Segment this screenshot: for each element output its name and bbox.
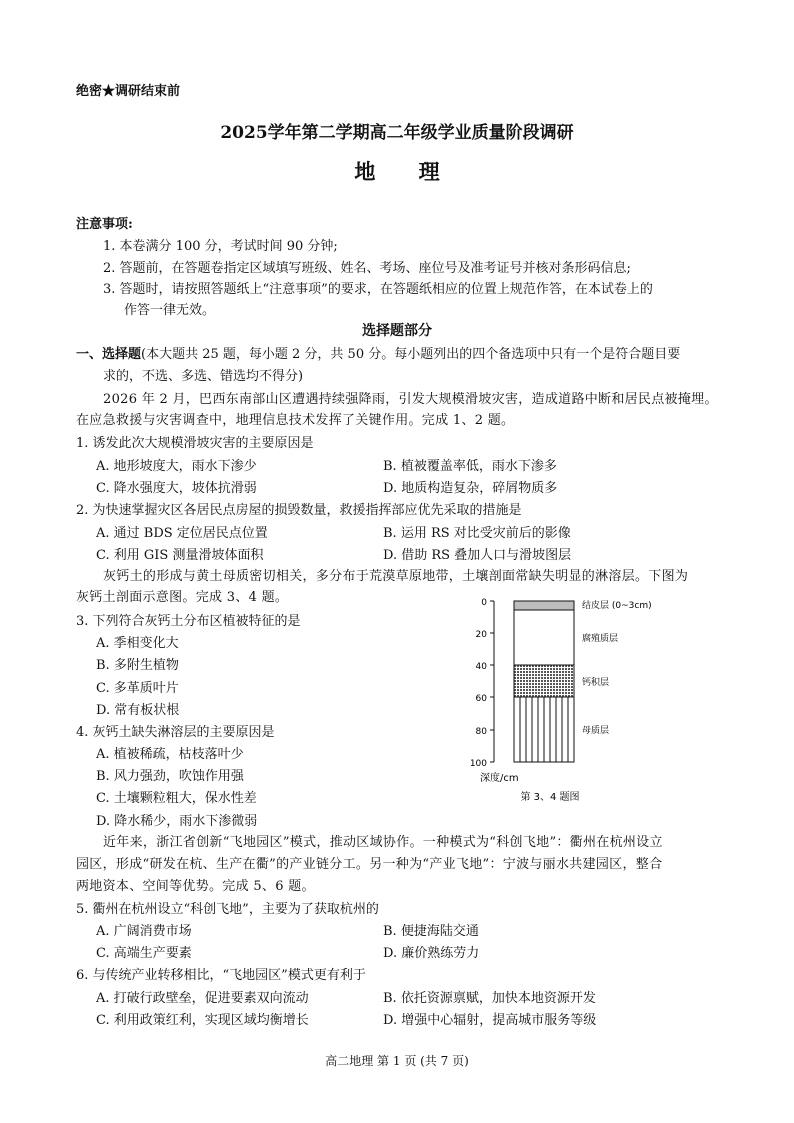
note-item: 作答一律无效。 [124,303,216,318]
question-2-option-d[interactable]: D. 借助 RS 叠加人口与滑坡图层 [383,548,572,563]
part-intro-line2: 求的，不选、多选、错选均不得分) [103,369,304,384]
layer-label-calcic: 钙积层 [582,678,610,688]
crust-layer [514,601,574,610]
passage-3-line: 近年来，浙江省创新“飞地园区”模式，推动区域协作。一种模式为“科创飞地”：衢州在杭州设立 [103,835,663,850]
question-1-option-b[interactable]: B. 植被覆盖率低，雨水下渗多 [383,459,557,474]
tick-label: 60 [475,694,487,704]
question-3-option-b[interactable]: B. 多附生植物 [96,658,179,673]
passage-3-line: 两地资本、空间等优势。完成 5、6 题。 [76,879,315,894]
question-5-option-c[interactable]: C. 高端生产要素 [96,946,192,961]
passage-1-line: 2026 年 2 月，巴西东南部山区遭遇持续强降雨，引发大规模滑坡灾害，造成道路中断和居民点被掩埋。 [103,392,718,407]
figure-caption: 第 3、4 题图 [520,792,580,803]
humus-layer [514,610,574,665]
question-1-option-d[interactable]: D. 地质构造复杂，碎屑物质多 [383,481,558,496]
calcic-layer [514,665,574,697]
layer-label-parent: 母质层 [582,726,610,736]
question-2-option-c[interactable]: C. 利用 GIS 测量滑坡体面积 [96,548,264,563]
question-2-option-b[interactable]: B. 运用 RS 对比受灾前后的影像 [383,526,571,541]
question-4-option-c[interactable]: C. 土壤颗粒粗大，保水性差 [96,791,257,806]
question-2-stem: 2. 为快速掌握灾区各居民点房屋的损毁数量，救援指挥部应优先采取的措施是 [76,503,522,518]
question-4-stem: 4. 灰钙土缺失淋溶层的主要原因是 [76,725,275,740]
page-footer: 高二地理 第 1 页 (共 7 页) [325,1054,469,1068]
question-6-option-d[interactable]: D. 增强中心辐射，提高城市服务等级 [383,1013,597,1028]
tick-label: 40 [475,662,487,672]
question-3-option-d[interactable]: D. 常有板状根 [96,703,180,718]
axis-ticks [490,601,494,762]
exam-title: 2025学年第二学期高二年级学业质量阶段调研 [220,123,574,143]
note-item: 3. 答题时，请按照答题纸上“注意事项”的要求，在答题纸相应的位置上规范作答，在本试卷上的 [103,282,653,297]
note-item: 1. 本卷满分 100 分，考试时间 90 分钟; [103,239,338,254]
tick-label: 100 [469,759,487,769]
soil-profile-figure [460,590,710,805]
question-3-option-c[interactable]: C. 多革质叶片 [96,681,179,696]
tick-label: 80 [475,727,487,737]
passage-2-line: 灰钙土的形成与黄土母质密切相关，多分布于荒漠草原地带，土壤剖面常缺失明显的淋溶层。下图为 [103,569,689,584]
question-4-option-b[interactable]: B. 风力强劲，吹蚀作用强 [96,769,244,784]
notes-heading: 注意事项: [76,217,133,232]
question-4-option-d[interactable]: D. 降水稀少，雨水下渗微弱 [96,814,258,829]
subject-title: 地 理 [354,159,458,184]
tick-label: 0 [481,598,487,608]
passage-1-line: 在应急救援与灾害调查中，地理信息技术发挥了关键作用。完成 1、2 题。 [76,413,515,428]
question-6-option-a[interactable]: A. 打破行政壁垒，促进要素双向流动 [96,991,309,1006]
question-5-option-a[interactable]: A. 广阔消费市场 [96,924,192,939]
question-4-option-a[interactable]: A. 植被稀疏，枯枝落叶少 [96,747,244,762]
question-6-stem: 6. 与传统产业转移相比，“飞地园区”模式更有利于 [76,968,366,983]
part-heading [76,343,680,362]
question-1-option-a[interactable]: A. 地形坡度大，雨水下渗少 [96,459,257,474]
question-5-option-b[interactable]: B. 便捷海陆交通 [383,924,479,939]
note-item: 2. 答题前，在答题卷指定区域填写班级、姓名、考场、座位号及准考证号并核对条形码信息; [103,261,631,276]
layer-label-crust: 结皮层 (0~3cm) [582,601,652,611]
layer-label-humus: 腐殖质层 [582,634,619,644]
axis-label: 深度/cm [480,773,519,784]
confidential-label: 绝密★调研结束前 [76,84,181,99]
section-title: 选择题部分 [362,323,432,339]
question-5-stem: 5. 衢州在杭州设立“科创飞地”，主要为了获取杭州的 [76,902,379,917]
question-3-option-a[interactable]: A. 季相变化大 [96,636,179,651]
question-6-option-b[interactable]: B. 依托资源禀赋，加快本地资源开发 [383,991,596,1006]
passage-2-line: 灰钙土剖面示意图。完成 3、4 题。 [76,590,289,605]
part-intro: (本大题共 25 题，每小题 2 分，共 50 分。每小题列出的四个备选项中只有一个是符合题目要 [141,347,681,362]
tick-label: 20 [475,630,487,640]
question-1-option-c[interactable]: C. 降水强度大，坡体抗滑弱 [96,481,257,496]
question-3-stem: 3. 下列符合灰钙土分布区植被特征的是 [76,614,301,629]
question-1-stem: 1. 诱发此次大规模滑坡灾害的主要原因是 [76,436,314,451]
question-6-option-c[interactable]: C. 利用政策红利，实现区域均衡增长 [96,1013,309,1028]
question-5-option-d[interactable]: D. 廉价熟练劳力 [383,946,480,961]
part-label: 一、选择题 [76,347,142,362]
passage-3-line: 园区，形成“研发在杭、生产在衢”的产业链分工。另一种为“产业飞地”：宁波与丽水共建园区，整合 [76,857,663,872]
question-2-option-a[interactable]: A. 通过 BDS 定位居民点位置 [96,526,268,541]
